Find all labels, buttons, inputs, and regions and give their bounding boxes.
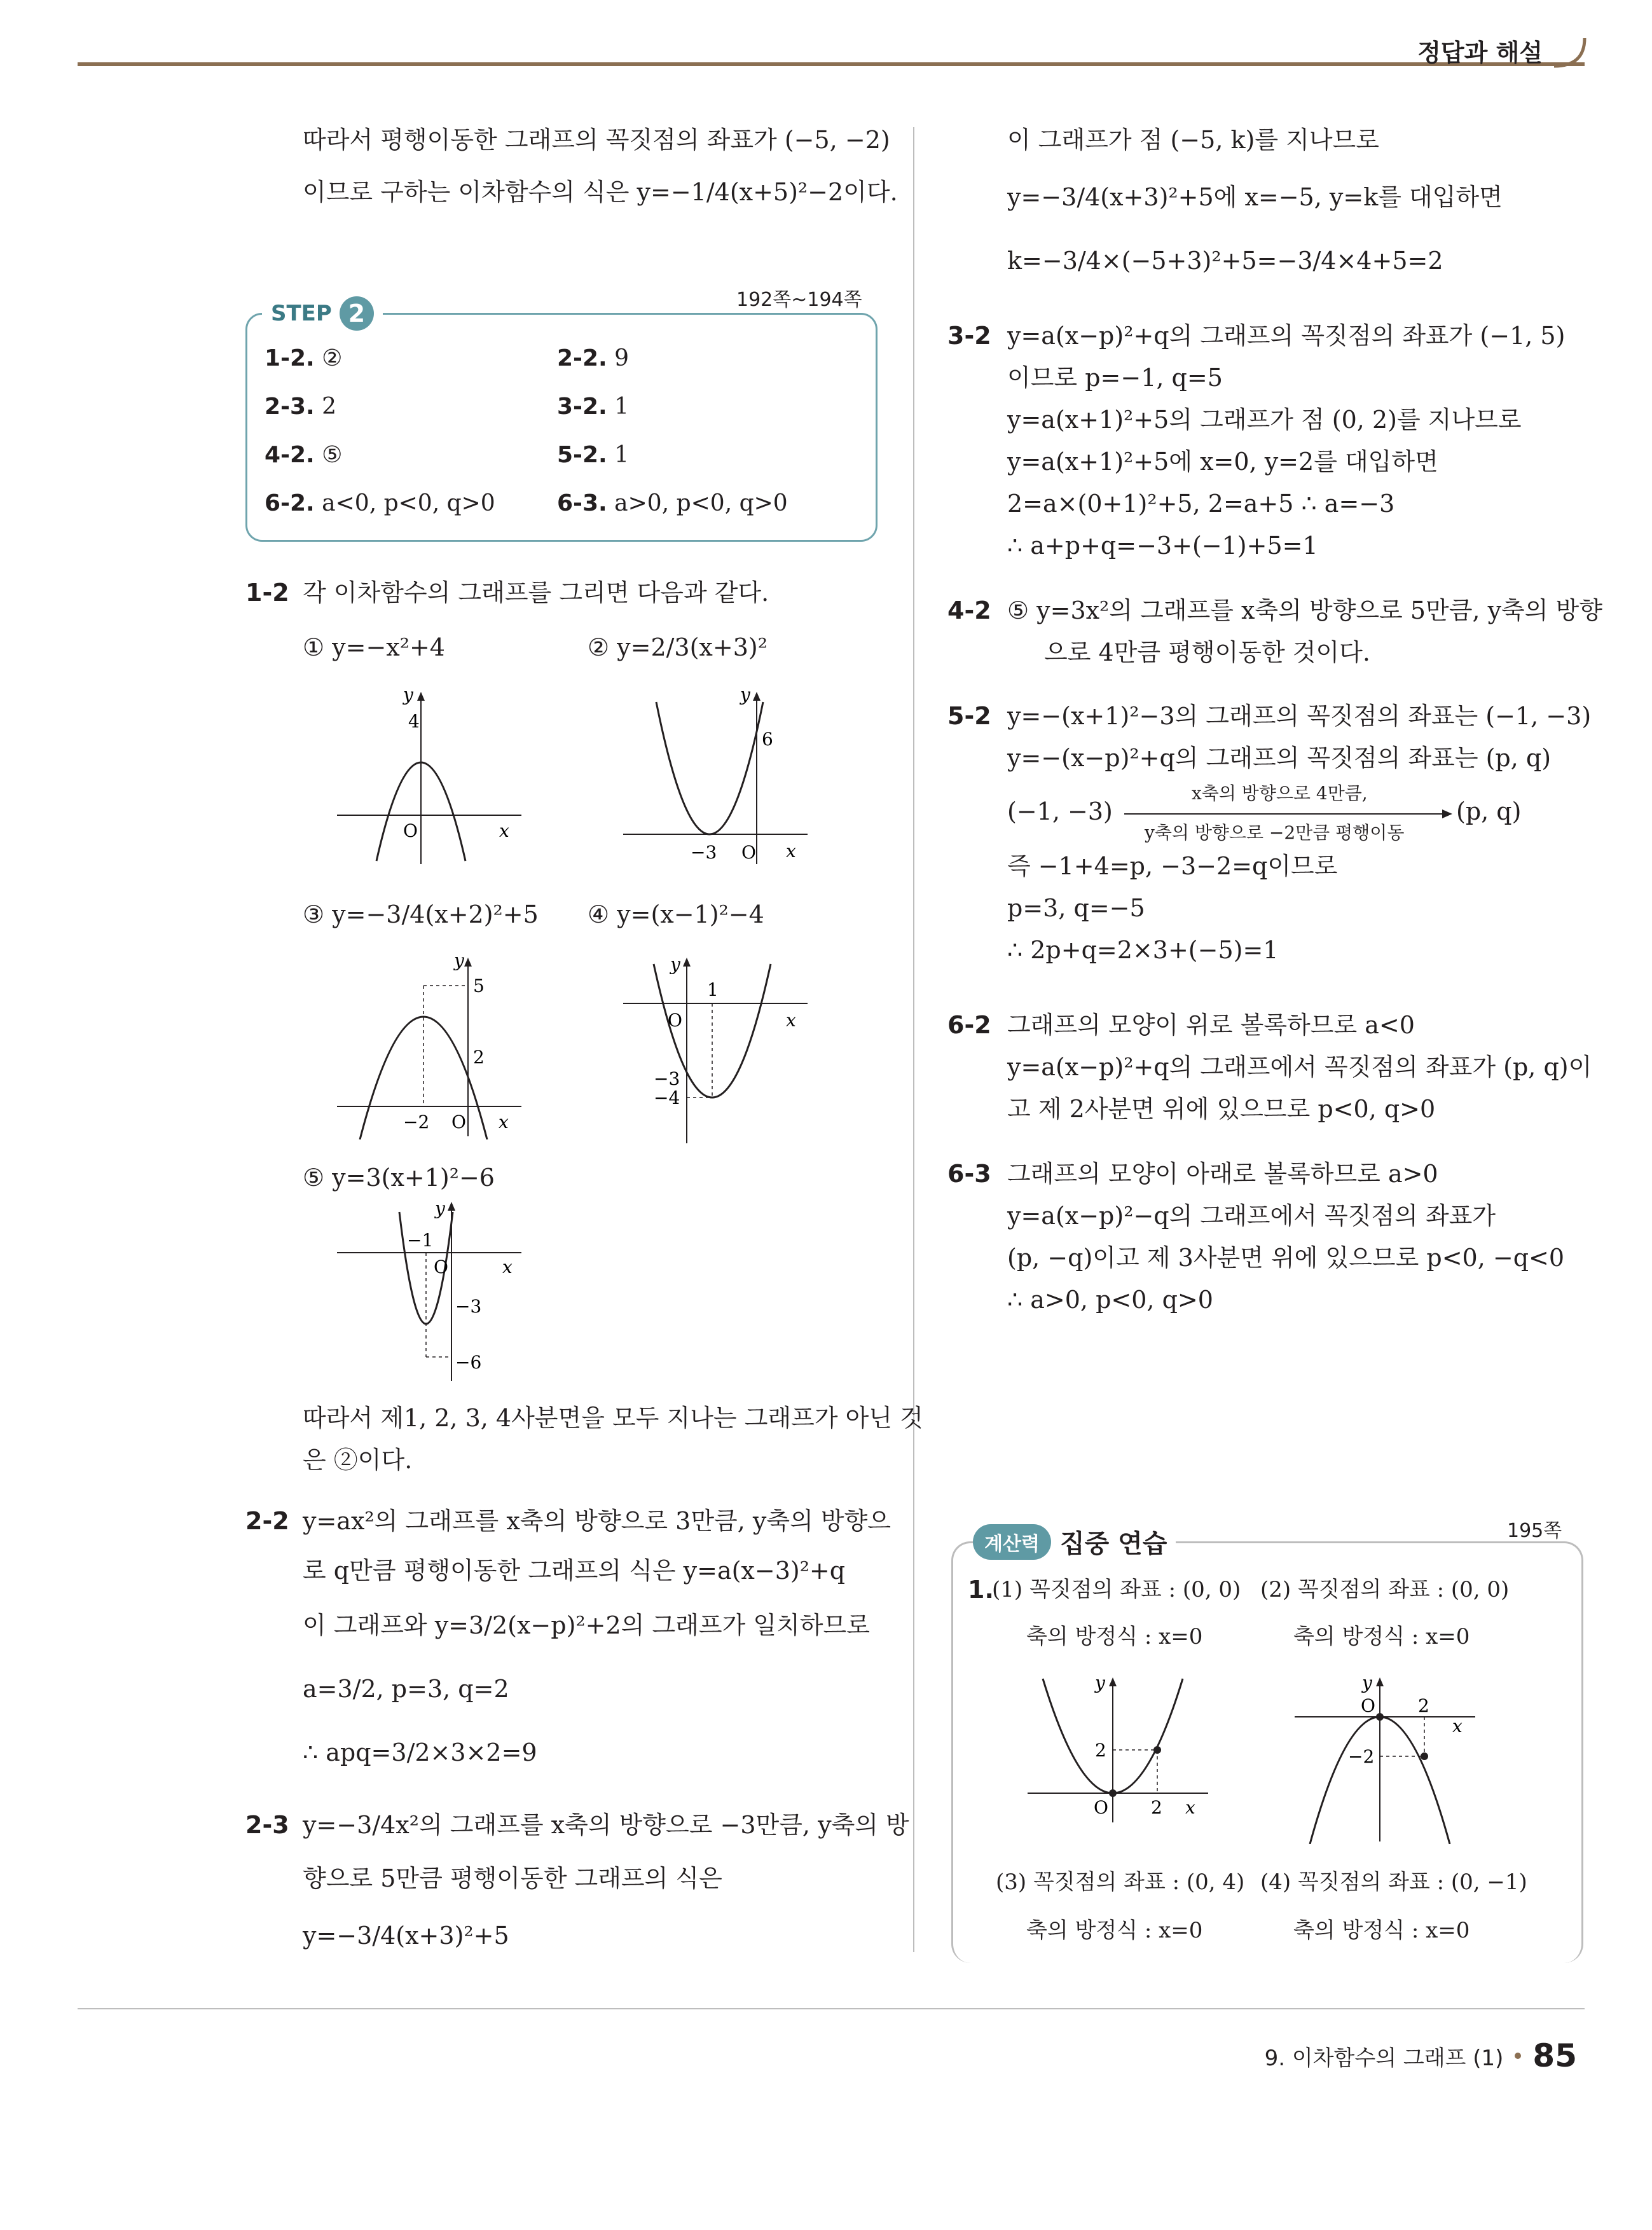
footer-dot-icon xyxy=(1515,2053,1521,2059)
problem-6-3-line: y=a(x−p)²−q의 그래프에서 꼭짓점의 좌표가 xyxy=(1007,1202,1496,1230)
graph-5 xyxy=(337,1199,534,1384)
header-curve-icon xyxy=(1552,37,1590,69)
svg-text:x: x xyxy=(502,1256,513,1277)
svg-text:1: 1 xyxy=(707,979,719,1000)
practice-item-1-axis: 축의 방정식 : x=0 xyxy=(1026,1624,1203,1649)
graph-4-equation: ④ y=(x−1)²−4 xyxy=(588,900,764,928)
problem-5-2-line: ∴ 2p+q=2×3+(−5)=1 xyxy=(1007,936,1279,964)
problem-5-2-line: p=3, q=−5 xyxy=(1007,894,1145,922)
step-badge xyxy=(262,296,383,331)
problem-3-2-line: y=a(x+1)²+5에 x=0, y=2를 대입하면 xyxy=(1007,448,1438,476)
problem-2-2-line: ∴ apq=3/2×3×2=9 xyxy=(303,1738,537,1766)
answer-item: 6-2. a<0, p<0, q>0 xyxy=(265,490,495,516)
svg-text:−2: −2 xyxy=(403,1112,430,1132)
answer-item: 2-2. 9 xyxy=(557,345,630,371)
svg-text:x: x xyxy=(499,820,509,841)
practice-item-3-vertex: (3) 꼭짓점의 좌표 : (0, 4) xyxy=(996,1869,1245,1895)
problem-label-6-3: 6-3 xyxy=(947,1160,991,1188)
problem-2-3-line: y=−3/4x²의 그래프를 x축의 방향으로 −3만큼, y축의 방 xyxy=(303,1811,909,1839)
arrow-from: (−1, −3) xyxy=(1007,797,1113,825)
practice-graph-2 xyxy=(1291,1672,1482,1844)
answer-item: 2-3. 2 xyxy=(265,394,337,420)
problem-label-1-2: 1-2 xyxy=(245,579,289,607)
practice-item-4-vertex: (4) 꼭짓점의 좌표 : (0, −1) xyxy=(1260,1869,1527,1895)
problem-label-2-3: 2-3 xyxy=(245,1811,289,1839)
footer-chapter: 9. 이차함수의 그래프 (1) xyxy=(1264,2045,1504,2071)
problem-2-2-line: y=ax²의 그래프를 x축의 방향으로 3만큼, y축의 방향으 xyxy=(303,1507,891,1535)
continuation-line: y=−3/4(x+3)²+5에 x=−5, y=k를 대입하면 xyxy=(1007,183,1503,211)
svg-text:2: 2 xyxy=(1095,1740,1106,1761)
graph-2 xyxy=(623,689,814,867)
problem-5-2-line: y=−(x−p)²+q의 그래프의 꼭짓점의 좌표는 (p, q) xyxy=(1007,744,1552,772)
problem-2-2-line: a=3/2, p=3, q=2 xyxy=(303,1675,509,1703)
svg-text:O: O xyxy=(1094,1797,1108,1818)
arrow-top-label: x축의 방향으로 4만큼, xyxy=(1192,783,1368,804)
step-label: STEP xyxy=(271,301,332,326)
problem-1-2-conclusion-2: 은 ②이다. xyxy=(303,1446,413,1474)
problem-2-2-line: 로 q만큼 평행이동한 그래프의 식은 y=a(x−3)²+q xyxy=(303,1557,846,1585)
problem-6-2-line: 고 제 2사분면 위에 있으므로 p<0, q>0 xyxy=(1007,1095,1436,1123)
svg-text:−3: −3 xyxy=(654,1068,680,1089)
problem-6-3-line: (p, −q)이고 제 3사분면 위에 있으므로 p<0, −q<0 xyxy=(1007,1244,1565,1272)
problem-6-2-line: 그래프의 모양이 위로 볼록하므로 a<0 xyxy=(1007,1011,1415,1039)
problem-1-2-text: 각 이차함수의 그래프를 그리면 다음과 같다. xyxy=(303,579,769,607)
problem-6-2-line: y=a(x−p)²+q의 그래프에서 꼭짓점의 좌표가 (p, q)이 xyxy=(1007,1053,1592,1081)
answer-item: 5-2. 1 xyxy=(557,442,630,468)
intro-line-1: 따라서 평행이동한 그래프의 꼭짓점의 좌표가 (−5, −2) xyxy=(303,126,890,154)
transform-arrow-icon xyxy=(1123,808,1454,820)
practice-item-4-axis: 축의 방정식 : x=0 xyxy=(1293,1918,1470,1943)
page-number: 85 xyxy=(1532,2037,1577,2074)
svg-text:y: y xyxy=(1095,1672,1105,1693)
footer xyxy=(1265,2037,1577,2074)
footer-rule xyxy=(78,2008,1585,2009)
svg-text:6: 6 xyxy=(762,729,773,750)
svg-text:−2: −2 xyxy=(1348,1746,1375,1767)
svg-text:O: O xyxy=(451,1112,466,1132)
practice-pages: 195쪽 xyxy=(1507,1520,1562,1542)
svg-text:5: 5 xyxy=(473,975,485,996)
problem-3-2-line: ∴ a+p+q=−3+(−1)+5=1 xyxy=(1007,532,1318,560)
practice-badge xyxy=(973,1524,1176,1560)
svg-text:y: y xyxy=(1362,1672,1372,1693)
svg-text:x: x xyxy=(1452,1716,1463,1737)
svg-text:y: y xyxy=(435,1199,445,1219)
continuation-line: 이 그래프가 점 (−5, k)를 지나므로 xyxy=(1007,126,1379,154)
problem-label-6-2: 6-2 xyxy=(947,1011,991,1039)
svg-text:O: O xyxy=(741,842,756,863)
svg-text:x: x xyxy=(1185,1797,1195,1818)
problem-label-5-2: 5-2 xyxy=(947,702,991,730)
arrow-bottom-label: y축의 방향으로 −2만큼 평행이동 xyxy=(1145,822,1405,843)
problem-6-3-line: 그래프의 모양이 아래로 볼록하므로 a>0 xyxy=(1007,1160,1438,1188)
svg-text:−4: −4 xyxy=(654,1087,680,1108)
graph-1-equation: ① y=−x²+4 xyxy=(303,633,445,661)
practice-title: 집중 연습 xyxy=(1059,1529,1167,1559)
column-divider xyxy=(913,127,914,1952)
svg-text:−3: −3 xyxy=(455,1296,482,1317)
problem-2-2-line: 이 그래프와 y=3/2(x−p)²+2의 그래프가 일치하므로 xyxy=(303,1611,870,1639)
problem-4-2-line: ⑤ y=3x²의 그래프를 x축의 방향으로 5만큼, y축의 방향 xyxy=(1007,596,1602,624)
practice-tag: 계산력 xyxy=(973,1524,1051,1560)
problem-label-4-2: 4-2 xyxy=(947,596,991,624)
svg-text:O: O xyxy=(434,1256,448,1277)
practice-graph-1 xyxy=(1024,1672,1215,1825)
svg-text:x: x xyxy=(786,841,796,862)
problem-2-3-line: y=−3/4(x+3)²+5 xyxy=(303,1922,509,1950)
svg-text:y: y xyxy=(454,955,464,971)
svg-text:y: y xyxy=(403,689,413,705)
step-number: 2 xyxy=(340,296,374,331)
header-title: 정답과 해설 xyxy=(1417,39,1543,67)
answer-item: 3-2. 1 xyxy=(557,394,630,420)
svg-text:O: O xyxy=(1361,1695,1375,1716)
svg-text:4: 4 xyxy=(408,711,420,732)
problem-4-2-line: 으로 4만큼 평행이동한 것이다. xyxy=(1044,638,1370,666)
svg-text:y: y xyxy=(740,689,750,705)
graph-2-equation: ② y=2/3(x+3)² xyxy=(588,633,767,661)
graph-1 xyxy=(337,689,528,867)
problem-3-2-line: 이므로 p=−1, q=5 xyxy=(1007,364,1223,392)
problem-1-2-conclusion-1: 따라서 제1, 2, 3, 4사분면을 모두 지나는 그래프가 아닌 것 xyxy=(303,1404,923,1432)
problem-6-3-line: ∴ a>0, p<0, q>0 xyxy=(1007,1286,1213,1314)
svg-text:2: 2 xyxy=(1418,1695,1429,1716)
intro-line-2: 이므로 구하는 이차함수의 식은 y=−1/4(x+5)²−2이다. xyxy=(303,178,898,206)
problem-3-2-line: 2=a×(0+1)²+5, 2=a+5 ∴ a=−3 xyxy=(1007,490,1395,518)
problem-label-3-2: 3-2 xyxy=(947,322,991,350)
practice-item-2-vertex: (2) 꼭짓점의 좌표 : (0, 0) xyxy=(1260,1577,1510,1602)
svg-text:O: O xyxy=(403,820,418,841)
problem-5-2-line: y=−(x+1)²−3의 그래프의 꼭짓점의 좌표는 (−1, −3) xyxy=(1007,702,1592,730)
problem-3-2-line: y=a(x+1)²+5의 그래프가 점 (0, 2)를 지나므로 xyxy=(1007,406,1522,434)
step-pages: 192쪽~194쪽 xyxy=(736,289,862,311)
practice-item-3-axis: 축의 방정식 : x=0 xyxy=(1026,1918,1203,1943)
problem-3-2-line: y=a(x−p)²+q의 그래프의 꼭짓점의 좌표가 (−1, 5) xyxy=(1007,322,1566,350)
svg-text:O: O xyxy=(668,1010,682,1031)
arrow-to: (p, q) xyxy=(1456,797,1522,825)
practice-item-2-axis: 축의 방정식 : x=0 xyxy=(1293,1624,1470,1649)
svg-text:y: y xyxy=(670,955,680,975)
svg-text:−1: −1 xyxy=(407,1230,434,1251)
problem-5-2-line: 즉 −1+4=p, −3−2=q이므로 xyxy=(1007,852,1338,880)
header-rule xyxy=(78,62,1585,66)
practice-item-1-vertex: (1) 꼭짓점의 좌표 : (0, 0) xyxy=(992,1577,1241,1602)
continuation-line: k=−3/4×(−5+3)²+5=−3/4×4+5=2 xyxy=(1007,247,1443,275)
problem-label-2-2: 2-2 xyxy=(245,1507,289,1535)
answer-item: 1-2. ② xyxy=(265,345,343,371)
graph-3 xyxy=(337,955,534,1139)
graph-4 xyxy=(623,955,814,1146)
svg-text:2: 2 xyxy=(1151,1797,1162,1818)
svg-text:x: x xyxy=(786,1010,796,1031)
graph-5-equation: ⑤ y=3(x+1)²−6 xyxy=(303,1164,495,1192)
answer-item: 6-3. a>0, p<0, q>0 xyxy=(557,490,788,516)
svg-text:−3: −3 xyxy=(691,842,717,863)
practice-number: 1. xyxy=(968,1576,994,1604)
answer-item: 4-2. ⑤ xyxy=(265,442,343,468)
graph-3-equation: ③ y=−3/4(x+2)²+5 xyxy=(303,900,539,928)
svg-text:x: x xyxy=(499,1112,509,1132)
problem-2-3-line: 향으로 5만큼 평행이동한 그래프의 식은 xyxy=(303,1864,722,1892)
svg-text:2: 2 xyxy=(473,1047,485,1068)
svg-text:−6: −6 xyxy=(455,1352,482,1373)
